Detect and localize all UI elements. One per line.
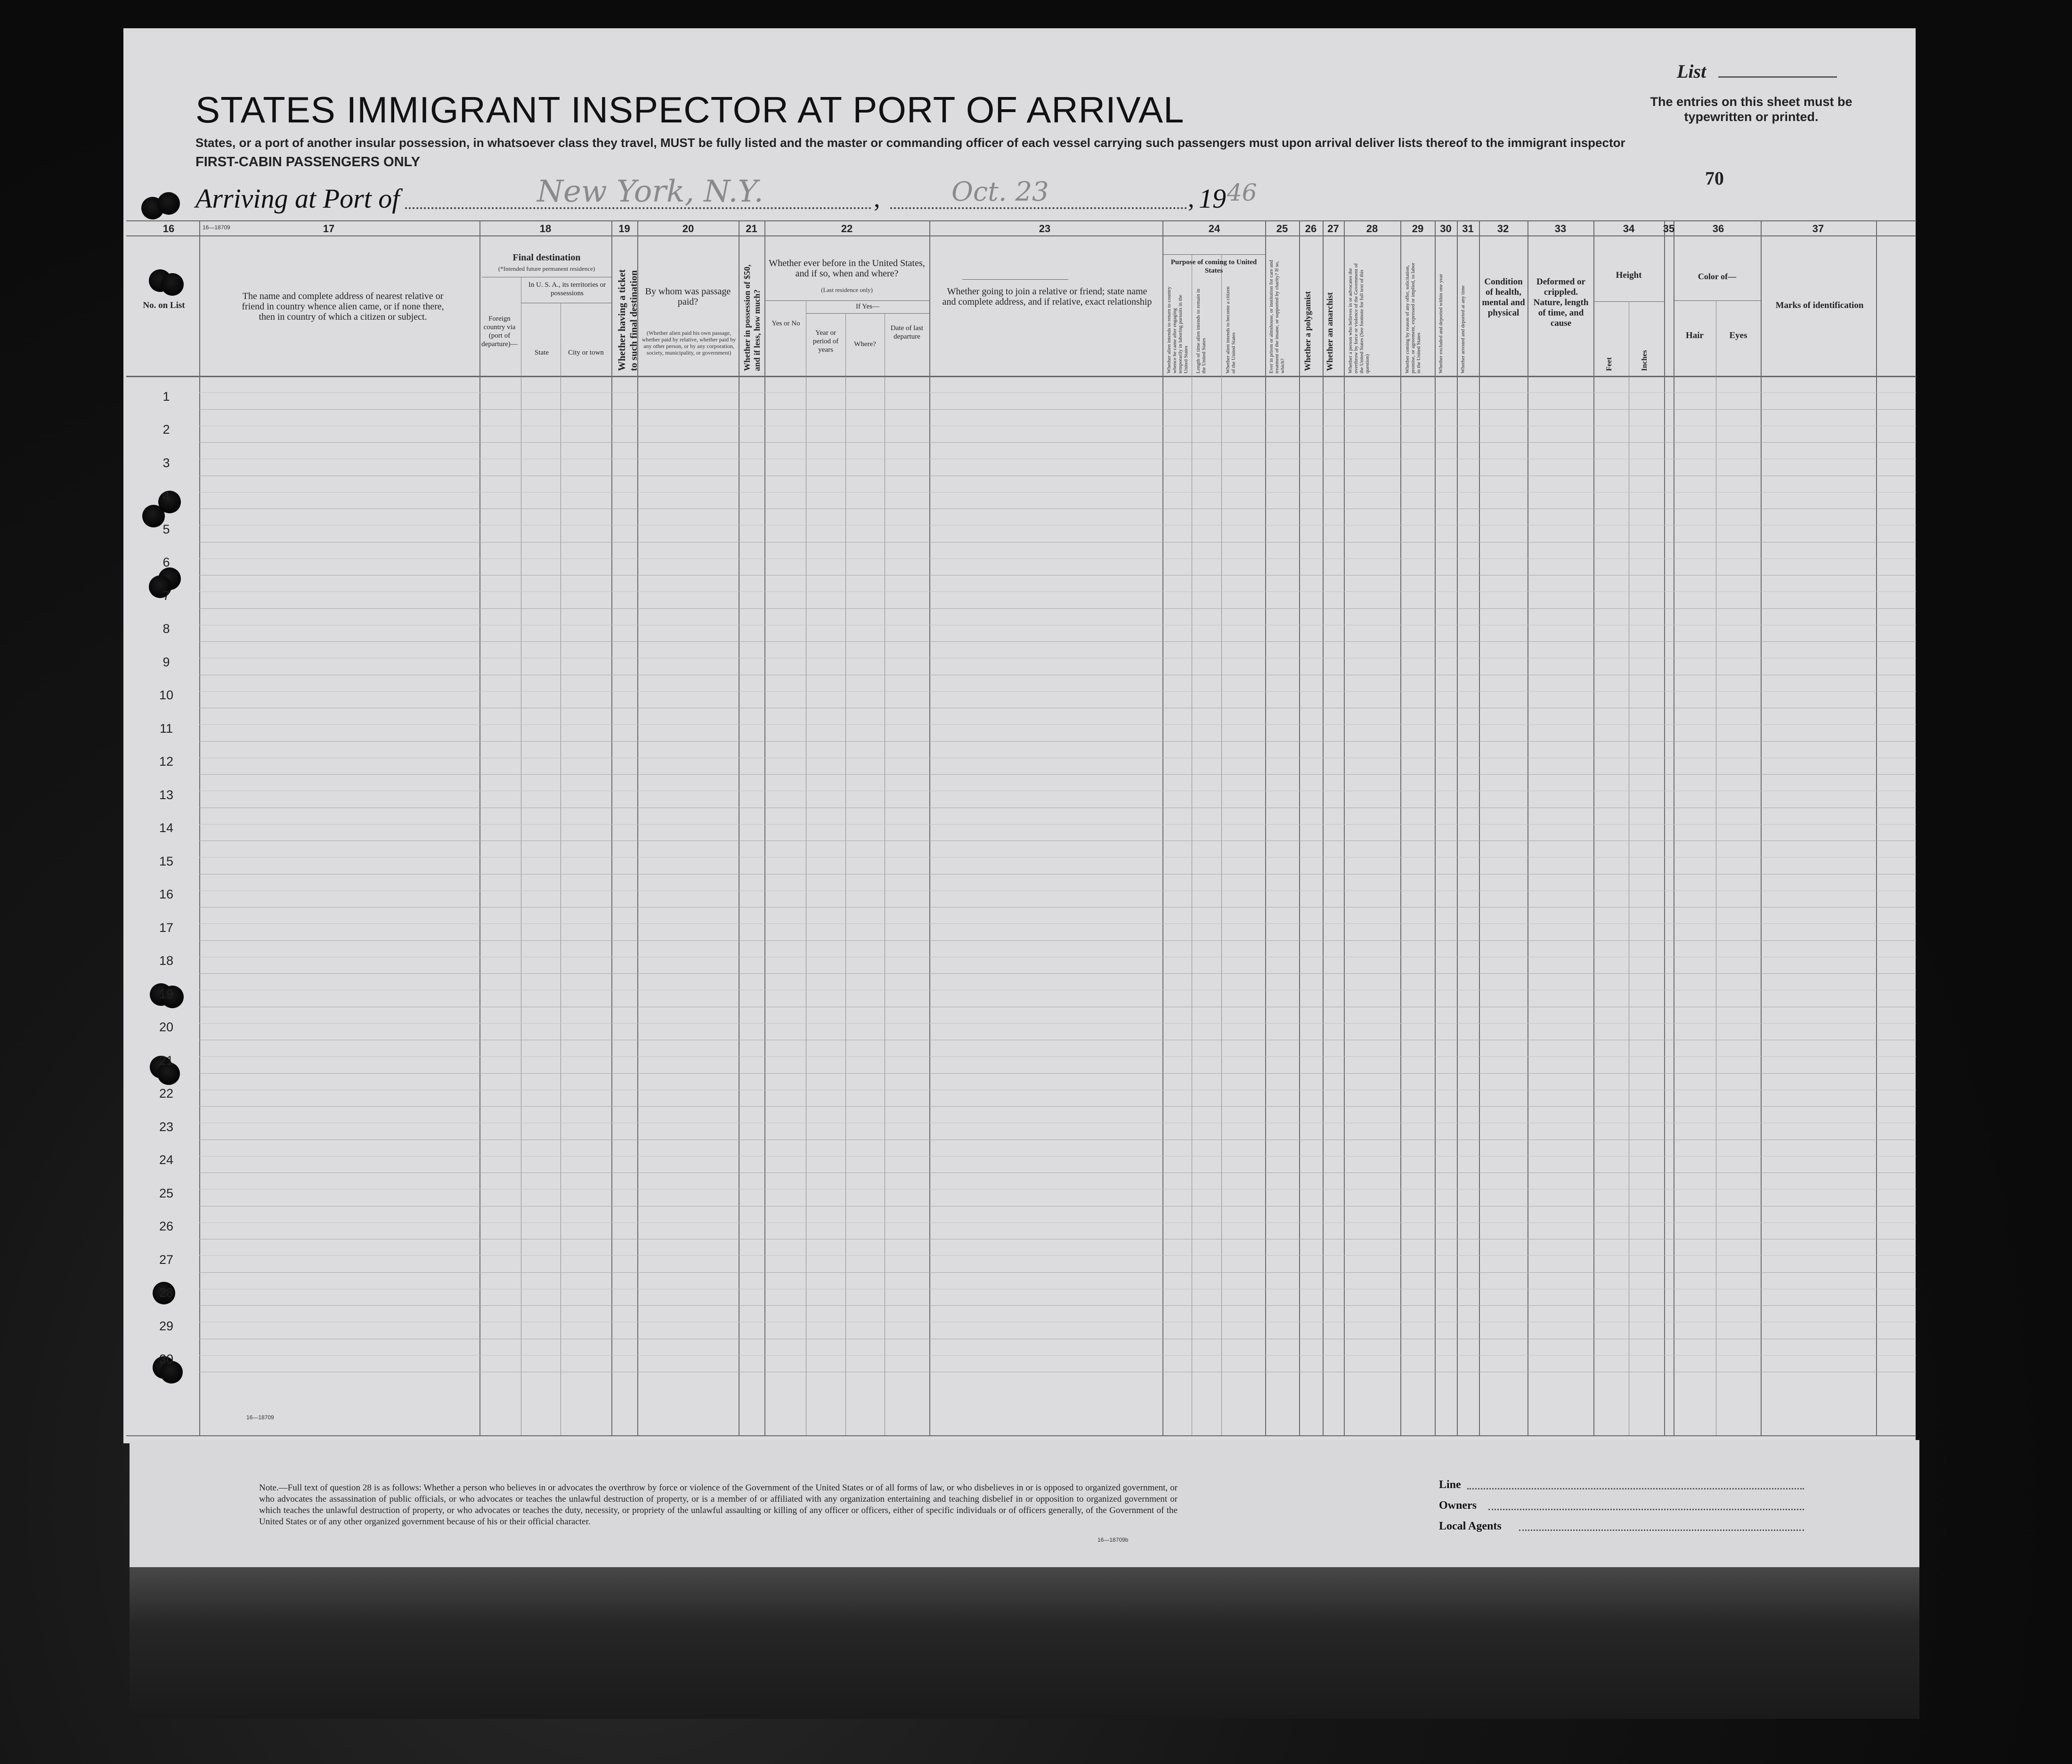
header-purpose: Purpose of coming to United States [1170,259,1257,275]
row-number: 5 [163,522,170,536]
colnum: 35 [1663,223,1675,235]
row-number: 28 [159,1286,174,1300]
table-row [199,1272,1916,1273]
table-row [199,774,1916,775]
manifest-grid [126,220,1916,1440]
row-number: 26 [159,1219,174,1233]
list-label: List [1677,61,1706,82]
colnum: 34 [1623,223,1635,235]
header-where: Where? [854,340,876,348]
date-line [890,207,1187,209]
row-subline [199,591,1916,592]
row-subline [199,857,1916,858]
colnum: 20 [682,223,694,235]
header-fifty-dollars: Whether in possession of $50, and if less, how much? [742,264,762,371]
row-subline [199,1023,1916,1024]
header-bottom-border [126,376,1916,377]
colnum: 21 [746,223,757,235]
row-number: 7 [163,588,170,603]
header-overthrow: Whether a person who believes in or advocates the overthrow by force or violence of the Government of the United States (See footnote for full text of this question) [1348,263,1370,373]
owners-label: Owners [1439,1499,1477,1512]
row-subline [199,1355,1916,1356]
header-deformed: Deformed or crippled. Nature, length of time, and cause [1533,277,1589,328]
row-subline [199,1222,1916,1223]
row-number: 20 [159,1020,174,1034]
row-subline [199,392,1916,393]
colnum: 24 [1208,223,1220,235]
subheader-line [1674,300,1761,301]
table-row [199,741,1916,742]
table-row [199,1073,1916,1074]
header-height: Height [1616,270,1642,280]
row-number: 8 [163,622,170,636]
instruction-text: States, or a port of another insular possession, in whatsoever class they travel, MUST be fully listed and the master or commanding officer of each vessel carrying such passengers must upon arrival deliver lists thereof to the immigrant inspector [195,136,1625,150]
table-row [199,442,1916,443]
punch-hole-icon [157,192,180,215]
header-final-destination-sub: (*Intended future permanent residence) [498,265,595,272]
port-value: New York, N.Y. [537,174,764,209]
subheader-line [764,300,929,301]
row-number: 3 [163,455,170,470]
table-row [199,409,1916,410]
row-subline [199,691,1916,692]
header-year-period: Year or period of years [813,329,839,354]
owners-field [1488,1509,1804,1510]
header-city: City or town [568,349,604,356]
row-subline [199,1255,1916,1256]
grid-bottom-border [126,1435,1916,1436]
row-number: 18 [159,954,174,968]
colnum: 22 [841,223,853,235]
header-passage-paid-sub: (Whether alien paid his own passage, whether paid by relative, whether paid by any other person, or by any corporation, society, municipality, or government) [642,330,736,356]
header-last-residence: (Last residence only) [821,286,873,293]
row-subline [199,824,1916,825]
header-length-stay: Length of time alien intends to remain in the United States [1195,289,1207,373]
table-row [199,608,1916,609]
colnum: 32 [1497,223,1509,235]
year-prefix: 19 [1199,183,1226,214]
page-title: STATES IMMIGRANT INSPECTOR AT PORT OF ARRIVAL [195,89,1185,130]
header-join-relative: Whether going to join a relative or friend; state name and complete address, and if relative, exact relationship [942,286,1152,307]
row-number: 15 [159,854,174,868]
year-value: 46 [1227,179,1257,206]
line-label: Line [1439,1479,1461,1491]
colnum: 30 [1440,223,1452,235]
header-if-yes: If Yes— [855,303,879,310]
film-shadow [130,1563,1919,1719]
header-return-intent: Whether alien intends to return to country whence he came after engaging temporarily in laboring pursuits in the United States [1166,286,1189,373]
list-number-field [1718,76,1837,78]
header-color-of: Color of— [1698,272,1737,281]
local-agents-label: Local Agents [1439,1520,1502,1532]
row-number: 17 [159,920,174,935]
header-ticket: Whether having a ticket to such final destination [616,269,639,371]
grid-top-border [126,220,1916,221]
colnum: 37 [1812,223,1824,235]
row-subline [199,558,1916,559]
colnum: 23 [1039,223,1051,235]
row-number: 30 [159,1352,174,1366]
arriving-label: Arriving at Port of [195,183,400,214]
row-number: 23 [159,1119,174,1134]
colnum: 16 [163,223,175,235]
line-field [1467,1488,1804,1489]
table-row [199,1106,1916,1107]
header-marks-identification: Marks of identification [1775,300,1864,310]
colnum: 18 [539,223,552,235]
form-code-top: 16—18709 [203,224,230,231]
header-state: State [535,349,549,356]
row-number: 25 [159,1186,174,1200]
row-subline [199,492,1916,493]
comma-separator: , [874,184,880,212]
header-health: Condition of health, mental and physical [1482,277,1525,318]
colnum: 19 [618,223,630,235]
colnum: 27 [1327,223,1339,235]
local-agents-field [1519,1529,1804,1531]
header-arrested: Whether arrested and deported at any time [1460,285,1466,373]
header-excluded: Whether excluded and deported within one year [1438,274,1444,373]
header-final-destination: Final destination [512,252,581,263]
colnum: 28 [1366,223,1378,235]
header-foreign-country: Foreign country via (port of departure)— [481,315,518,348]
header-labor-offer: Whether coming by reason of any offer, solicitation, promise, or agreement, expressed or implied, to labor in the United States [1405,262,1422,373]
colnum-divider [126,235,1916,236]
row-number: 16 [159,887,174,901]
row-subline [199,724,1916,725]
row-number: 4 [163,489,170,503]
row-number: 9 [163,655,170,669]
row-number: 2 [163,422,170,437]
row-number: 19 [159,987,174,1001]
table-row [199,641,1916,642]
colnum: 26 [1305,223,1317,235]
header-passage-paid: By whom was passage paid? [645,286,731,307]
colnum: 31 [1462,223,1474,235]
colnum: 29 [1412,223,1424,235]
row-number: 12 [159,754,174,769]
footnote-code: 16—18709b [1097,1537,1129,1543]
header-ever-before: Whether ever before in the United States, and if so, when and where? [769,258,925,279]
header-nearest-relative: The name and complete address of nearest relative or friend in country whence alien came, or if none there, then in country of which a citizen or subject. [242,291,444,322]
row-number: 1 [163,389,170,404]
header-no-on-list: No. on List [143,300,185,310]
subheader-line [1162,254,1265,255]
header-prison: Ever in prison or almshouse, or institution for care and treatment of the insane, or supported by charity? If so, which? [1268,260,1285,373]
colnum: 36 [1712,223,1724,235]
comma-separator: , [1188,184,1194,212]
colnum: 25 [1276,223,1288,235]
table-row [199,940,1916,941]
footnote-q28: Note.—Full text of question 28 is as follows: Whether a person who believes in or advocates the overthrow by force or violence of the Government of the United States or of all forms of law, or who disbelieves in or is opposed to organized government, or who advocates the assassination of public officials, or who advocates or teaches the unlawful destruction of property, or is a member of or affiliated with any organization entertaining and teaching disbelief in or opposition to organized government or which teaches the unlawful destruction of property, or who advocates or teaches the duty, necessity, or propriety of the unlawful assaulting or killing of any officer or officers, either of specific individuals or of officers generally, of the Government of the United States or of any other organized government because of his or their official character. [259,1483,1178,1527]
row-number: 13 [159,787,174,802]
colnum: 17 [323,223,335,235]
row-number: 24 [159,1153,174,1167]
header-in-usa: In U. S. A., its territories or possessions [528,281,606,297]
row-subline [199,1056,1916,1057]
header-inches: Inches [1641,350,1649,371]
header-feet: Feet [1605,357,1613,371]
page-number: 70 [1705,168,1724,189]
passenger-class: FIRST-CABIN PASSENGERS ONLY [195,154,420,170]
header-yes-no: Yes or No [772,320,800,327]
date-value: Oct. 23 [951,177,1049,207]
header-date-departure: Date of last departure [890,324,924,340]
form-code-bottom: 16—18709 [246,1414,274,1421]
row-number: 21 [159,1053,174,1068]
subheader-line [806,313,929,314]
row-number: 10 [159,688,174,702]
table-row [199,1305,1916,1306]
header-polygamist: Whether a polygamist [1303,291,1312,371]
row-number: 22 [159,1086,174,1100]
row-number: 27 [159,1252,174,1267]
row-subline [199,890,1916,891]
row-number: 11 [159,721,173,736]
row-number: 14 [159,821,174,835]
row-subline [199,1156,1916,1157]
subheader-line [962,279,1068,280]
colnum: 33 [1554,223,1567,235]
typewritten-note: The entries on this sheet must be typewritten or printed. [1650,95,1853,124]
row-subline [199,525,1916,526]
row-subline [199,923,1916,924]
header-eyes: Eyes [1729,331,1747,340]
table-row [199,973,1916,974]
header-citizen-intent: Whether alien intends to become a citizen of the United States [1225,286,1236,373]
row-number: 29 [159,1319,174,1333]
header-anarchist: Whether an anarchist [1325,292,1334,371]
row-number: 6 [163,555,170,569]
header-hair: Hair [1686,331,1704,340]
